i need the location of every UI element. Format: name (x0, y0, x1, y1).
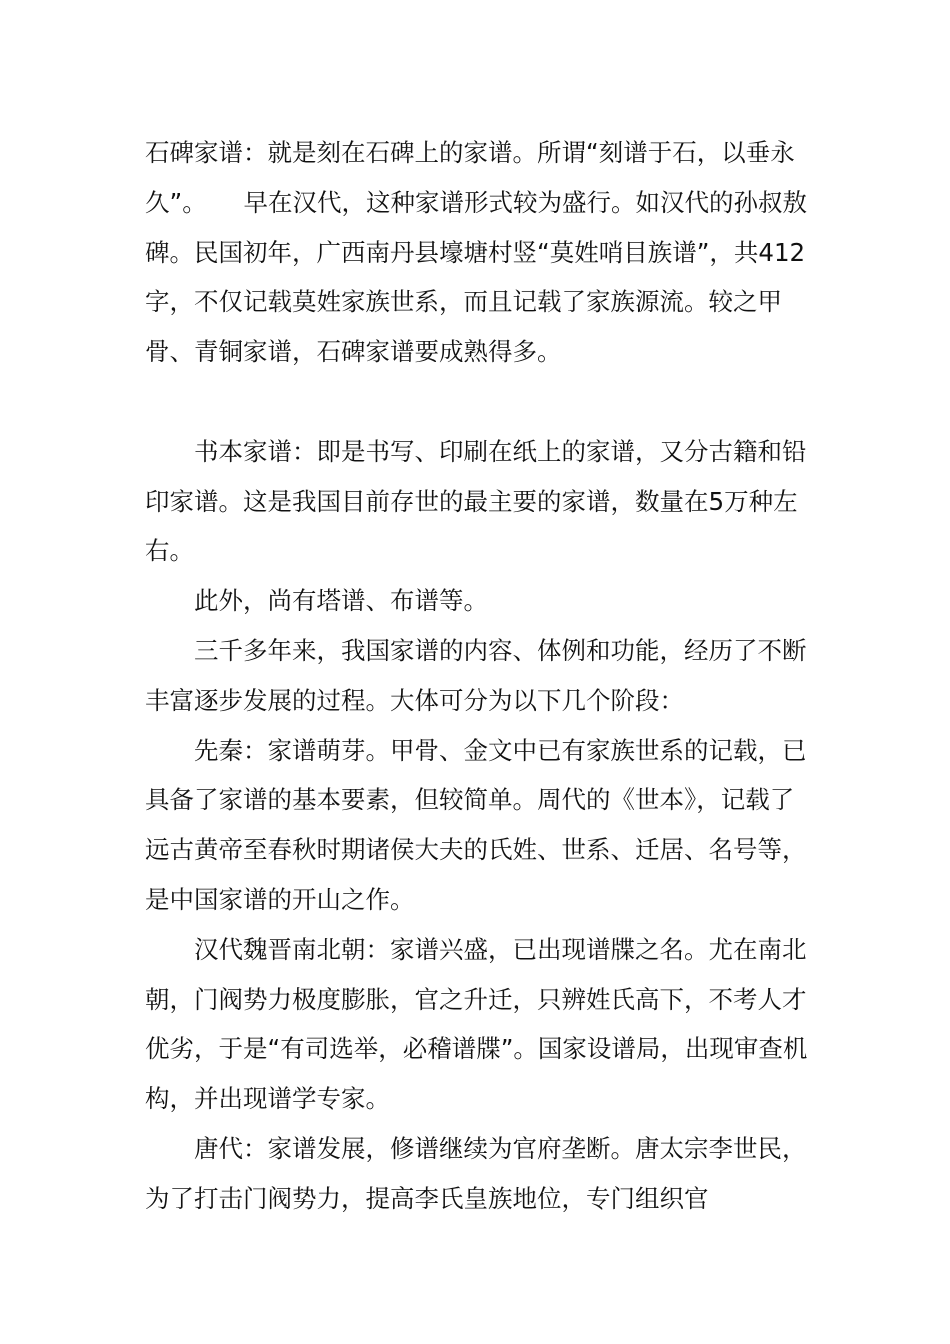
paragraph-gap (145, 377, 810, 427)
paragraph-development-overview: 三千多年来，我国家谱的内容、体例和功能，经历了不断丰富逐步发展的过程。大体可分为以下几个阶段： (145, 635, 807, 715)
paragraph-other-genealogy: 此外，尚有塔谱、布谱等。 (194, 586, 488, 616)
paragraph-stone-stele-genealogy: 石碑家谱：就是刻在石碑上的家谱。所谓“刻谱于石，以垂永久”。 早在汉代，这种家谱形式较为盛行。如汉代的孙叔敖碑。民国初年，广西南丹县壕塘村竖“莫姓哨目族谱”，共412字，不仅记载莫姓家族世系，而且记载了家族源流。较之甲骨、青铜家谱，石碑家谱要成熟得多。 (145, 138, 807, 367)
paragraph-han-wei-jin: 汉代魏晋南北朝：家谱兴盛，已出现谱牒之名。尤在南北朝，门阀势力极度膨胀，官之升迁，只辨姓氏高下，不考人才优劣，于是“有司选举，必稽谱牒”。国家设谱局，出现审查机构，并出现谱学专家。 (145, 934, 808, 1114)
paragraph-pre-qin: 先秦：家谱萌芽。甲骨、金文中已有家族世系的记载，已具备了家谱的基本要素，但较简单。周代的《世本》，记载了远古黄帝至春秋时期诸侯大夫的氏姓、世系、迁居、名号等，是中国家谱的开山之作。 (145, 735, 807, 914)
paragraph-book-genealogy: 书本家谱：即是书写、印刷在纸上的家谱，又分古籍和铅印家谱。这是我国目前存世的最主要的家谱，数量在5万种左右。 (145, 436, 807, 566)
document-body (145, 128, 810, 1224)
paragraph-tang: 唐代：家谱发展，修谱继续为官府垄断。唐太宗李世民，为了打击门阀势力，提高李氏皇族地位，专门组织官 (145, 1133, 807, 1213)
